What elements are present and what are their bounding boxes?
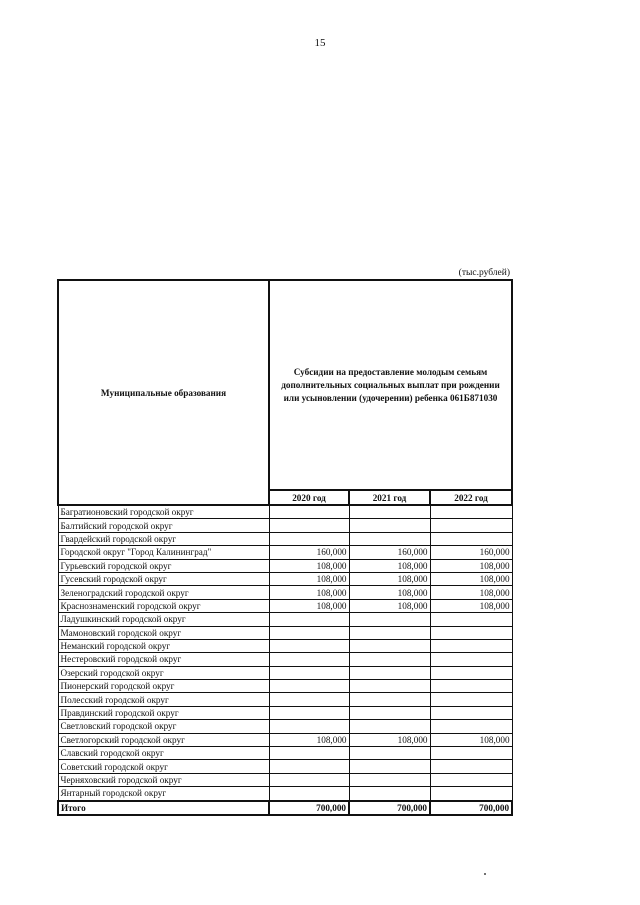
table-row — [58, 720, 512, 733]
value-2021 — [349, 760, 430, 773]
value-2020 — [269, 505, 349, 519]
value-2022 — [430, 505, 512, 519]
municipality-name: Светлогорский городской округ — [58, 733, 269, 746]
value-2021: 108,000 — [349, 572, 430, 585]
value-2020 — [269, 680, 349, 693]
municipality-name: Славский городской округ — [58, 747, 269, 760]
value-2022 — [430, 747, 512, 760]
value-2020 — [269, 773, 349, 786]
value-2021 — [349, 680, 430, 693]
table-row — [58, 760, 512, 773]
table-row — [58, 653, 512, 666]
value-2022 — [430, 760, 512, 773]
value-2021 — [349, 532, 430, 545]
table-row — [58, 519, 512, 532]
value-2020 — [269, 787, 349, 801]
municipality-name: Советский городской округ — [58, 760, 269, 773]
table-row — [58, 599, 512, 612]
total-2021: 700,000 — [349, 801, 430, 815]
value-2022 — [430, 706, 512, 719]
table-row — [58, 639, 512, 652]
value-2022 — [430, 773, 512, 786]
municipality-name: Гусевский городской округ — [58, 572, 269, 585]
municipality-name: Нестеровский городской округ — [58, 653, 269, 666]
value-2020 — [269, 720, 349, 733]
municipality-name: Мамоновский городской округ — [58, 626, 269, 639]
value-2021: 108,000 — [349, 586, 430, 599]
value-2020 — [269, 760, 349, 773]
value-2022 — [430, 693, 512, 706]
value-2020: 108,000 — [269, 599, 349, 612]
municipality-name: Пионерский городской округ — [58, 680, 269, 693]
municipality-name: Янтарный городской округ — [58, 787, 269, 801]
value-2020 — [269, 747, 349, 760]
table-row — [58, 546, 512, 559]
scan-speck — [484, 873, 486, 875]
value-2020 — [269, 693, 349, 706]
value-2022 — [430, 613, 512, 626]
value-2021 — [349, 747, 430, 760]
value-2022 — [430, 666, 512, 679]
value-2020 — [269, 639, 349, 652]
value-2022 — [430, 532, 512, 545]
municipality-name: Гвардейский городской округ — [58, 532, 269, 545]
table-row — [58, 787, 512, 801]
value-2020 — [269, 653, 349, 666]
value-2022 — [430, 787, 512, 801]
value-2022 — [430, 626, 512, 639]
value-2022: 108,000 — [430, 572, 512, 585]
value-2021 — [349, 639, 430, 652]
page-number: 15 — [314, 37, 326, 49]
value-2020: 108,000 — [269, 559, 349, 572]
table-row — [58, 572, 512, 585]
value-2022: 108,000 — [430, 559, 512, 572]
municipality-name: Гурьевский городской округ — [58, 559, 269, 572]
table-row — [58, 666, 512, 679]
value-2020 — [269, 613, 349, 626]
municipality-name: Городской округ "Город Калининград" — [58, 546, 269, 559]
value-2022: 108,000 — [430, 733, 512, 746]
value-2021 — [349, 787, 430, 801]
municipality-name: Неманский городской округ — [58, 639, 269, 652]
municipality-name: Полесский городской округ — [58, 693, 269, 706]
value-2021 — [349, 505, 430, 519]
value-2020: 108,000 — [269, 586, 349, 599]
total-2020: 700,000 — [269, 801, 349, 815]
year-header-2022: 2022 год — [430, 490, 512, 505]
value-2022 — [430, 519, 512, 532]
value-2022 — [430, 720, 512, 733]
value-2021 — [349, 519, 430, 532]
table-row — [58, 532, 512, 545]
value-2022: 108,000 — [430, 599, 512, 612]
table-row — [58, 586, 512, 599]
table-row — [58, 733, 512, 746]
municipality-name: Зеленоградский городской округ — [58, 586, 269, 599]
table-row — [58, 693, 512, 706]
table-row — [58, 680, 512, 693]
year-header-2020: 2020 год — [269, 490, 349, 505]
value-2022 — [430, 639, 512, 652]
value-2020 — [269, 626, 349, 639]
value-2021 — [349, 773, 430, 786]
value-2022: 108,000 — [430, 586, 512, 599]
value-2021: 108,000 — [349, 599, 430, 612]
header-municipality: Муниципальные образования — [58, 280, 269, 505]
value-2021: 108,000 — [349, 733, 430, 746]
subsidy-table — [57, 279, 513, 816]
value-2021 — [349, 706, 430, 719]
table-row — [58, 613, 512, 626]
table-row — [58, 559, 512, 572]
table-row — [58, 773, 512, 786]
header-subsidy: Субсидии на предоставление молодым семьям дополнительных социальных выплат при рождении или усыновлении (удочерении) ребенка 061Б871030 — [269, 280, 512, 490]
total-2022: 700,000 — [430, 801, 512, 815]
municipality-name: Озерский городской округ — [58, 666, 269, 679]
value-2021 — [349, 693, 430, 706]
value-2020 — [269, 519, 349, 532]
value-2022 — [430, 653, 512, 666]
municipality-name: Светловский городской округ — [58, 720, 269, 733]
value-2020: 108,000 — [269, 733, 349, 746]
value-2020: 108,000 — [269, 572, 349, 585]
value-2021 — [349, 720, 430, 733]
municipality-name: Правдинский городской округ — [58, 706, 269, 719]
value-2020 — [269, 532, 349, 545]
municipality-name: Балтийский городской округ — [58, 519, 269, 532]
municipality-name: Краснознаменский городской округ — [58, 599, 269, 612]
value-2021 — [349, 666, 430, 679]
table-row — [58, 706, 512, 719]
units-label: (тыс.рублей) — [458, 268, 510, 278]
value-2021: 108,000 — [349, 559, 430, 572]
value-2021: 160,000 — [349, 546, 430, 559]
value-2020 — [269, 666, 349, 679]
municipality-name: Багратионовский городской округ — [58, 505, 269, 519]
year-header-2021: 2021 год — [349, 490, 430, 505]
total-row — [58, 801, 512, 815]
total-label: Итого — [58, 801, 269, 815]
value-2021 — [349, 653, 430, 666]
value-2021 — [349, 626, 430, 639]
value-2022 — [430, 680, 512, 693]
table-row — [58, 505, 512, 519]
value-2020: 160,000 — [269, 546, 349, 559]
value-2022: 160,000 — [430, 546, 512, 559]
table-row — [58, 747, 512, 760]
value-2021 — [349, 613, 430, 626]
table-row — [58, 626, 512, 639]
municipality-name: Ладушкинский городской округ — [58, 613, 269, 626]
value-2020 — [269, 706, 349, 719]
municipality-name: Черняховский городской округ — [58, 773, 269, 786]
